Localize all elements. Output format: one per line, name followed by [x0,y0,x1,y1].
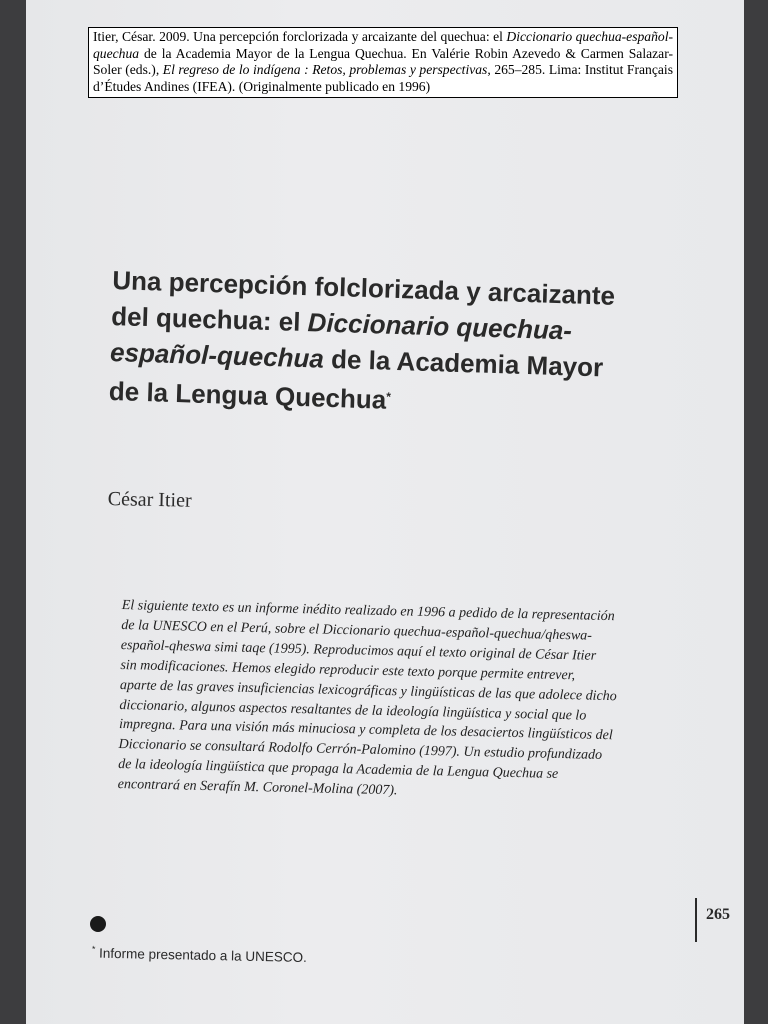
title-line-2-b: Diccionario quechua- [307,307,573,346]
title-line-3-b: de la Academia Mayor [323,343,604,383]
title-line-1-text: Una percepción folclorizada y arcaizante [111,264,616,311]
chapter-title [108,262,692,427]
title-line-4-text: de la Lengua Quechua [108,375,387,415]
footnote-marker: * [91,944,96,955]
citation-box [88,27,678,98]
title-line-3-a: español-quechua [109,336,325,374]
abstract-line: aparte de las graves insuficiencias lexicográficas y lingüísticas de las que adolece dicho [119,677,617,704]
bullet-dot-icon [90,916,106,932]
abstract [117,596,669,807]
citation-text-3: , 265–285. Lima: Institut Français d’Études Andines (IFEA). (Originalmente publicado en 1996) [93,62,673,94]
abstract-line: impregna. Para una visión más minuciosa y completa de los desaciertos lingüísticos del [118,717,613,744]
title-footnote-marker: * [386,389,392,404]
book-page [26,0,744,1024]
abstract-line: de la UNESCO en el Perú, sobre el Diccionario quechua-español-quechua/qheswa- [121,617,593,644]
abstract-line: de la ideología lingüística que propaga la Academia de la Lengua Quechua se [118,757,559,783]
author-name: César Itier [107,488,192,512]
citation-italic-1: Diccionario quechua-español-quechua [93,29,674,61]
citation-text-2: de la Academia Mayor de la Lengua Quechua. En Valérie Robin Azevedo & Carmen Salazar-Soler (eds.), [93,45,673,78]
citation-italic-2: El regreso de lo indígena : Retos, problemas y perspectivas [162,62,488,78]
abstract-line: Diccionario se consultará Rodolfo Cerrón-Palomino (1997). Un estudio profundizado [118,737,603,764]
abstract-line: encontrará en Serafín M. Coronel-Molina (2007). [117,777,398,799]
page-number: 265 [706,906,730,923]
abstract-line: diccionario, algunos aspectos resaltantes de la ideología lingüística y social que lo [119,697,587,724]
folio-divider [695,898,697,942]
abstract-line: sin modificaciones. Hemos elegido reproducir este texto porque permite entrever, [120,657,576,684]
footnote-text: Informe presentado a la UNESCO. [95,945,308,966]
abstract-line: El siguiente texto es un informe inédito realizado en 1996 a pedido de la representación [121,597,615,625]
title-line-2-a: del quechua: el [110,300,309,338]
citation-text-1: Itier, César. 2009. Una percepción forclorizada y arcaizante del quechua: el [93,29,507,44]
abstract-line: español-qheswa simi taqe (1995). Reproducimos aquí el texto original de César Itier [120,637,597,664]
